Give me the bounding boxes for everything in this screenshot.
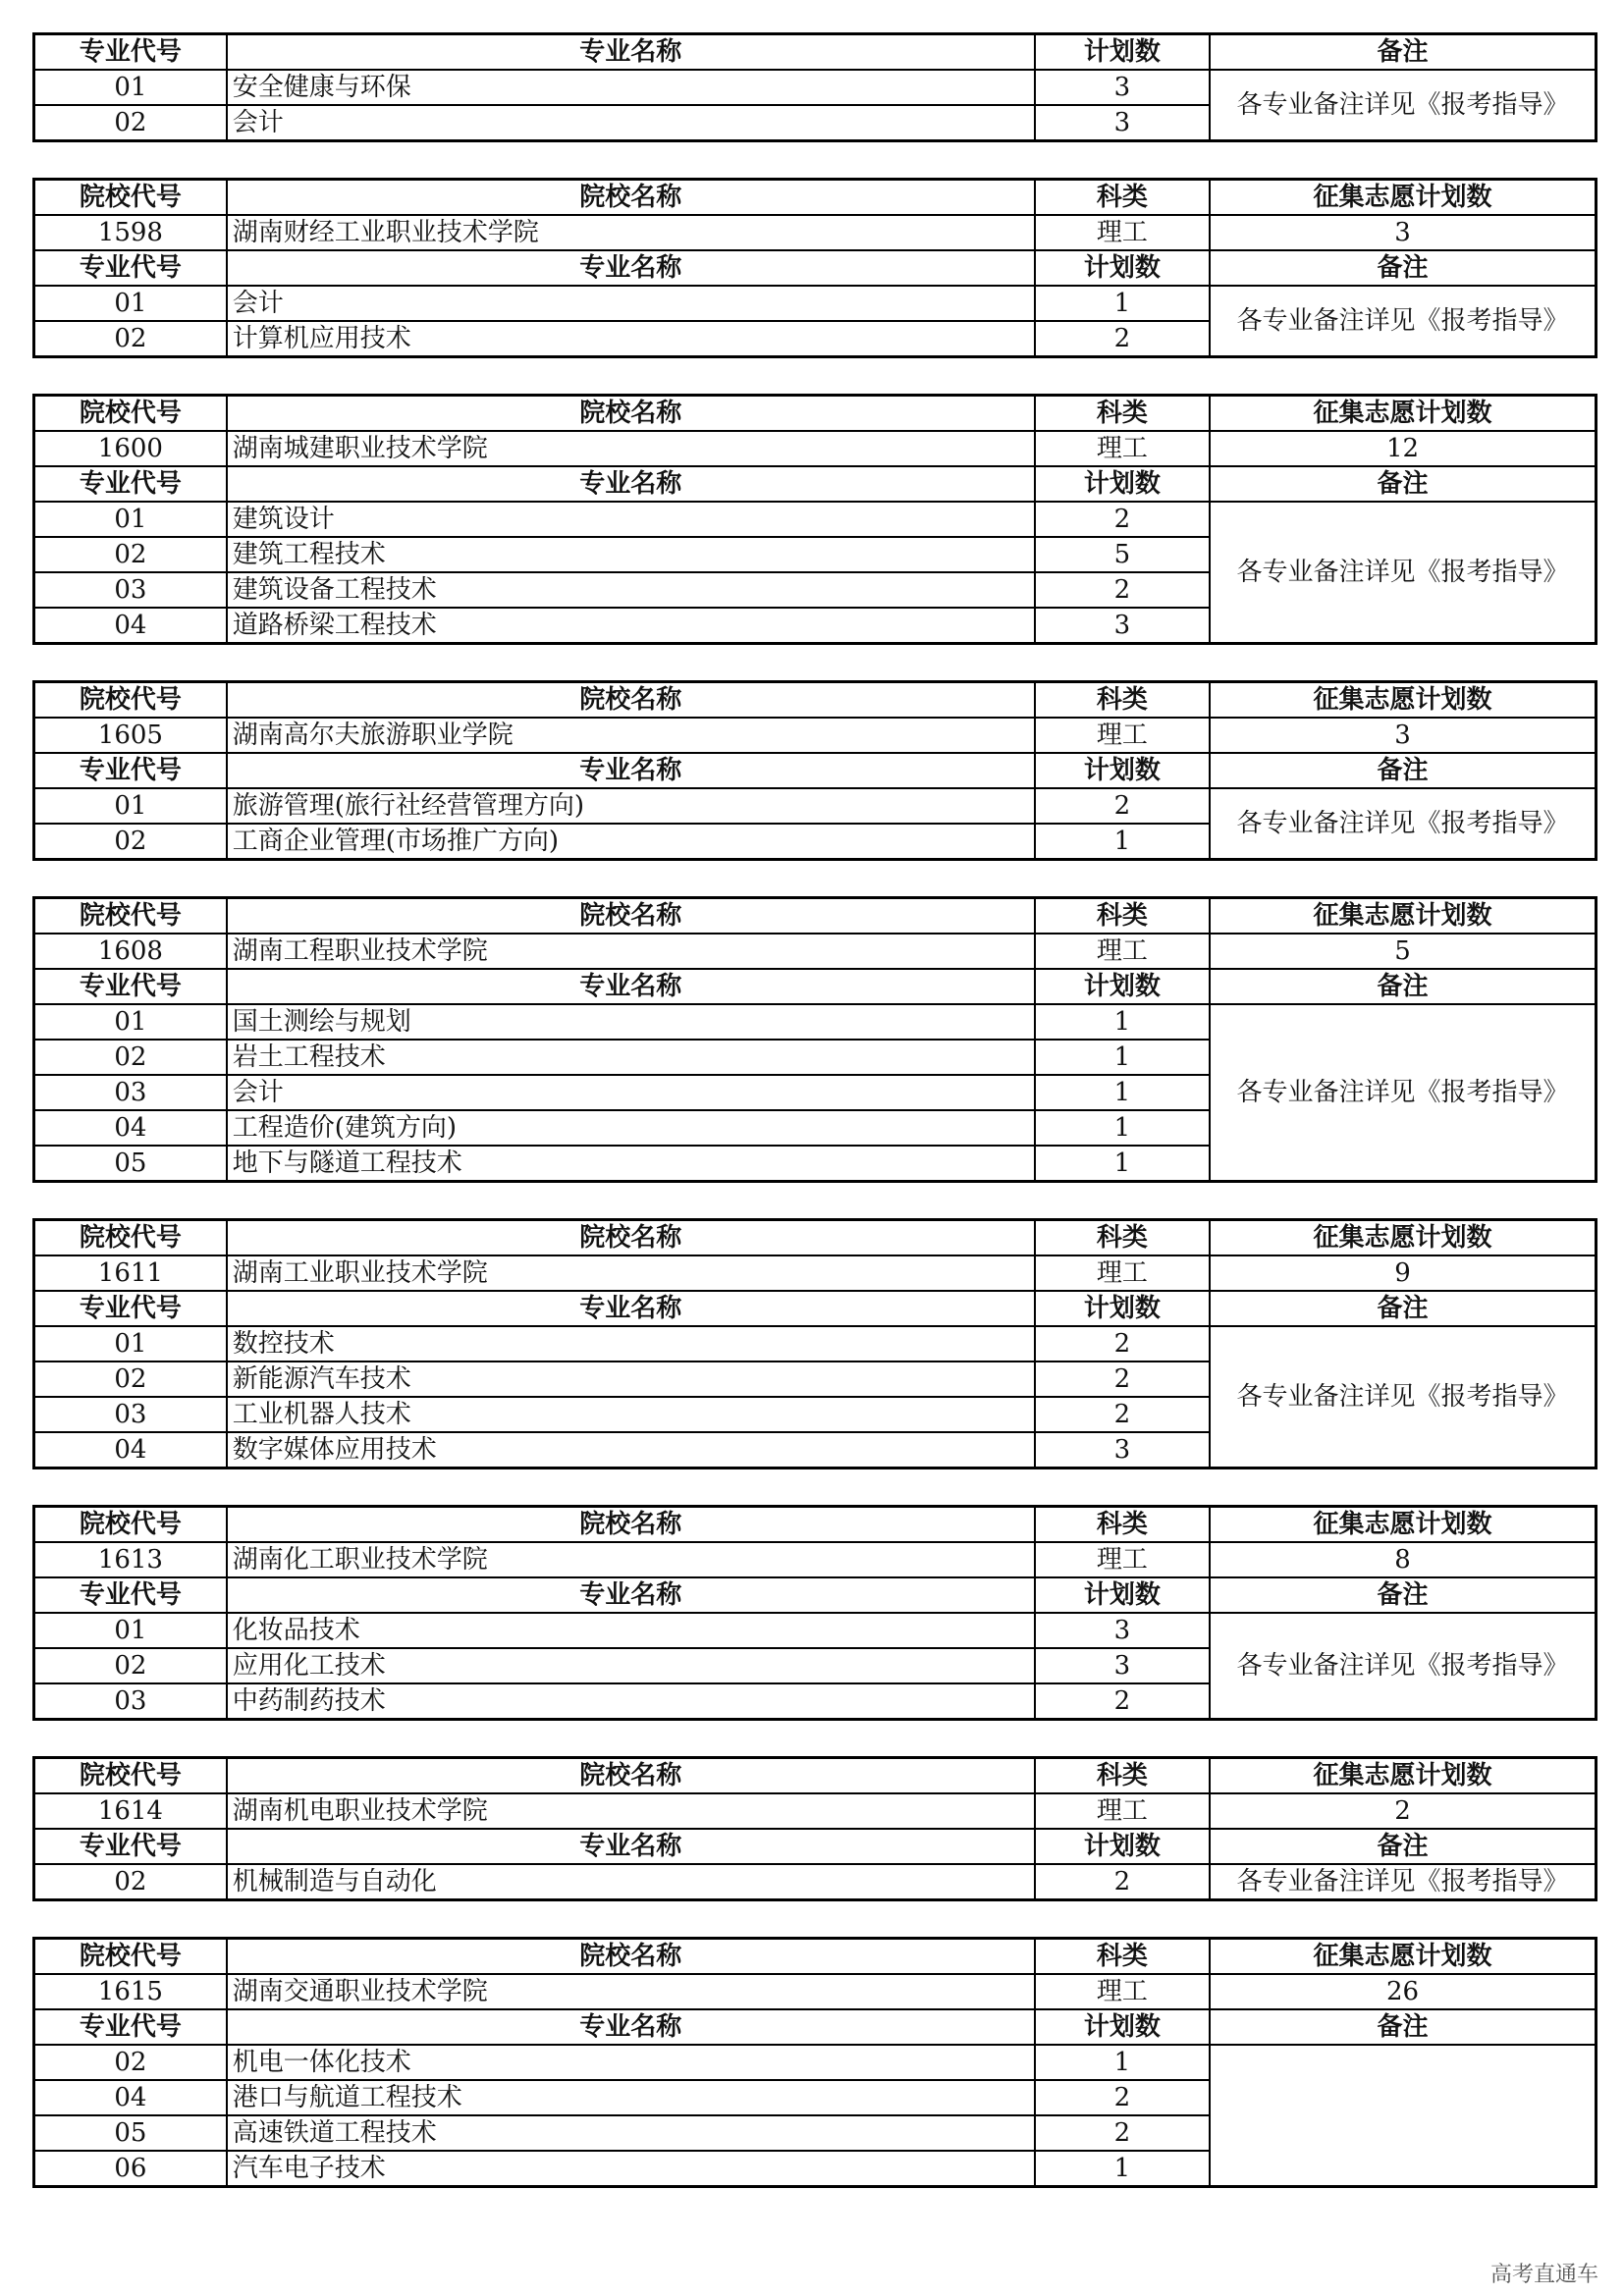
major-code-header: 专业代号 xyxy=(34,1577,227,1613)
major-code-header: 专业代号 xyxy=(34,969,227,1004)
major-row xyxy=(34,2045,1597,2080)
recruit-plan-header: 征集志愿计划数 xyxy=(1210,1758,1597,1794)
major-plan: 2 xyxy=(1035,1864,1210,1900)
major-header-row xyxy=(34,2009,1597,2045)
block-gap xyxy=(32,1901,1597,1937)
major-header-row xyxy=(34,466,1597,502)
major-row xyxy=(34,1613,1597,1648)
category-header: 科类 xyxy=(1035,898,1210,934)
major-plan: 2 xyxy=(1035,1326,1210,1362)
remark-cell: 各专业备注详见《报考指导》 xyxy=(1210,788,1597,860)
recruit-plan-header: 征集志愿计划数 xyxy=(1210,1939,1597,1975)
school-name-header: 院校名称 xyxy=(227,1939,1035,1975)
major-code: 04 xyxy=(34,608,227,644)
remark-header: 备注 xyxy=(1210,34,1597,71)
school-plan: 3 xyxy=(1210,215,1597,250)
recruit-plan-header: 征集志愿计划数 xyxy=(1210,1507,1597,1543)
school-header-row xyxy=(34,396,1597,432)
recruit-plan-header: 征集志愿计划数 xyxy=(1210,396,1597,432)
major-header-row xyxy=(34,34,1597,71)
major-name: 旅游管理(旅行社经营管理方向) xyxy=(227,788,1035,824)
major-row xyxy=(34,70,1597,105)
school-name-header: 院校名称 xyxy=(227,682,1035,719)
major-name-header: 专业名称 xyxy=(227,1291,1035,1326)
major-plan: 1 xyxy=(1035,2151,1210,2187)
school-code: 1605 xyxy=(34,718,227,753)
major-row xyxy=(34,788,1597,824)
school-block xyxy=(32,1218,1597,1469)
school-block xyxy=(32,178,1597,358)
remark-header: 备注 xyxy=(1210,466,1597,502)
major-name: 汽车电子技术 xyxy=(227,2151,1035,2187)
major-name: 计算机应用技术 xyxy=(227,321,1035,357)
school-code: 1598 xyxy=(34,215,227,250)
recruit-plan-header: 征集志愿计划数 xyxy=(1210,1220,1597,1256)
major-name-header: 专业名称 xyxy=(227,2009,1035,2045)
major-row xyxy=(34,1864,1597,1900)
category-header: 科类 xyxy=(1035,396,1210,432)
remark-cell: 各专业备注详见《报考指导》 xyxy=(1210,1004,1597,1182)
major-name: 建筑设计 xyxy=(227,502,1035,537)
major-code: 04 xyxy=(34,1432,227,1468)
major-plan: 1 xyxy=(1035,1004,1210,1040)
major-code: 01 xyxy=(34,70,227,105)
major-code: 02 xyxy=(34,321,227,357)
major-name: 高速铁道工程技术 xyxy=(227,2115,1035,2151)
major-name: 岩土工程技术 xyxy=(227,1040,1035,1075)
remark-cell: 各专业备注详见《报考指导》 xyxy=(1210,70,1597,141)
major-code: 01 xyxy=(34,788,227,824)
plan-count-header: 计划数 xyxy=(1035,466,1210,502)
school-plan: 12 xyxy=(1210,431,1597,466)
school-name: 湖南高尔夫旅游职业学院 xyxy=(227,718,1035,753)
major-code-header: 专业代号 xyxy=(34,1829,227,1864)
school-info-row xyxy=(34,431,1597,466)
remark-header: 备注 xyxy=(1210,1291,1597,1326)
major-name: 应用化工技术 xyxy=(227,1648,1035,1683)
school-name: 湖南财经工业职业技术学院 xyxy=(227,215,1035,250)
school-code-header: 院校代号 xyxy=(34,1939,227,1975)
major-name: 建筑工程技术 xyxy=(227,537,1035,572)
category-header: 科类 xyxy=(1035,682,1210,719)
major-name: 会计 xyxy=(227,105,1035,141)
remark-header: 备注 xyxy=(1210,753,1597,788)
major-code: 03 xyxy=(34,1683,227,1720)
school-category: 理工 xyxy=(1035,934,1210,969)
major-name: 会计 xyxy=(227,1075,1035,1110)
major-row xyxy=(34,502,1597,537)
major-name-header: 专业名称 xyxy=(227,1829,1035,1864)
school-name: 湖南城建职业技术学院 xyxy=(227,431,1035,466)
remark-header: 备注 xyxy=(1210,1829,1597,1864)
school-plan: 5 xyxy=(1210,934,1597,969)
major-plan: 3 xyxy=(1035,1613,1210,1648)
school-info-row xyxy=(34,215,1597,250)
major-name: 港口与航道工程技术 xyxy=(227,2080,1035,2115)
major-code: 02 xyxy=(34,1864,227,1900)
block-gap xyxy=(32,861,1597,896)
school-block xyxy=(32,1756,1597,1901)
major-code: 01 xyxy=(34,1004,227,1040)
plan-count-header: 计划数 xyxy=(1035,34,1210,71)
major-name: 机械制造与自动化 xyxy=(227,1864,1035,1900)
school-block xyxy=(32,1937,1597,2188)
school-header-row xyxy=(34,1220,1597,1256)
major-plan: 2 xyxy=(1035,572,1210,608)
school-name: 湖南交通职业技术学院 xyxy=(227,1974,1035,2009)
major-name-header: 专业名称 xyxy=(227,250,1035,286)
major-name-header: 专业名称 xyxy=(227,34,1035,71)
major-name-header: 专业名称 xyxy=(227,969,1035,1004)
school-plan: 26 xyxy=(1210,1974,1597,2009)
school-category: 理工 xyxy=(1035,718,1210,753)
school-plan: 8 xyxy=(1210,1542,1597,1577)
major-code: 02 xyxy=(34,1648,227,1683)
recruit-plan-header: 征集志愿计划数 xyxy=(1210,898,1597,934)
major-code: 03 xyxy=(34,1075,227,1110)
block-gap xyxy=(32,1721,1597,1756)
major-name: 工商企业管理(市场推广方向) xyxy=(227,824,1035,860)
block-gap xyxy=(32,645,1597,680)
major-plan: 1 xyxy=(1035,1040,1210,1075)
major-name: 建筑设备工程技术 xyxy=(227,572,1035,608)
school-info-row xyxy=(34,934,1597,969)
plan-count-header: 计划数 xyxy=(1035,1291,1210,1326)
school-code: 1615 xyxy=(34,1974,227,2009)
major-name: 数字媒体应用技术 xyxy=(227,1432,1035,1468)
major-name: 机电一体化技术 xyxy=(227,2045,1035,2080)
school-plan: 3 xyxy=(1210,718,1597,753)
major-plan: 3 xyxy=(1035,1432,1210,1468)
school-block xyxy=(32,1505,1597,1721)
school-code-header: 院校代号 xyxy=(34,898,227,934)
major-code: 06 xyxy=(34,2151,227,2187)
school-name-header: 院校名称 xyxy=(227,1507,1035,1543)
major-code: 03 xyxy=(34,572,227,608)
major-code-header: 专业代号 xyxy=(34,2009,227,2045)
plan-count-header: 计划数 xyxy=(1035,753,1210,788)
school-code: 1608 xyxy=(34,934,227,969)
school-info-row xyxy=(34,1542,1597,1577)
school-name-header: 院校名称 xyxy=(227,1220,1035,1256)
major-name: 工程造价(建筑方向) xyxy=(227,1110,1035,1146)
plan-count-header: 计划数 xyxy=(1035,969,1210,1004)
school-block xyxy=(32,896,1597,1183)
remark-header: 备注 xyxy=(1210,2009,1597,2045)
major-plan: 1 xyxy=(1035,2045,1210,2080)
major-code: 02 xyxy=(34,824,227,860)
major-header-row xyxy=(34,1291,1597,1326)
major-name: 安全健康与环保 xyxy=(227,70,1035,105)
major-plan: 1 xyxy=(1035,824,1210,860)
major-plan: 3 xyxy=(1035,105,1210,141)
category-header: 科类 xyxy=(1035,1507,1210,1543)
major-code-header: 专业代号 xyxy=(34,466,227,502)
major-row xyxy=(34,1326,1597,1362)
category-header: 科类 xyxy=(1035,1220,1210,1256)
major-plan: 2 xyxy=(1035,1397,1210,1432)
school-block xyxy=(32,32,1597,142)
school-name-header: 院校名称 xyxy=(227,396,1035,432)
school-header-row xyxy=(34,180,1597,216)
major-plan: 2 xyxy=(1035,1683,1210,1720)
school-code: 1611 xyxy=(34,1255,227,1291)
major-plan: 3 xyxy=(1035,608,1210,644)
major-code: 02 xyxy=(34,1362,227,1397)
major-code: 02 xyxy=(34,537,227,572)
major-header-row xyxy=(34,1829,1597,1864)
major-code-header: 专业代号 xyxy=(34,753,227,788)
school-name-header: 院校名称 xyxy=(227,898,1035,934)
plan-count-header: 计划数 xyxy=(1035,250,1210,286)
major-code: 01 xyxy=(34,502,227,537)
remark-cell: 各专业备注详见《报考指导》 xyxy=(1210,1864,1597,1900)
major-plan: 2 xyxy=(1035,1362,1210,1397)
major-code-header: 专业代号 xyxy=(34,34,227,71)
school-category: 理工 xyxy=(1035,1793,1210,1829)
school-code-header: 院校代号 xyxy=(34,1220,227,1256)
remark-header: 备注 xyxy=(1210,250,1597,286)
major-header-row xyxy=(34,1577,1597,1613)
plan-count-header: 计划数 xyxy=(1035,1829,1210,1864)
major-plan: 2 xyxy=(1035,502,1210,537)
school-header-row xyxy=(34,1758,1597,1794)
school-plan: 9 xyxy=(1210,1255,1597,1291)
major-code-header: 专业代号 xyxy=(34,1291,227,1326)
category-header: 科类 xyxy=(1035,180,1210,216)
school-header-row xyxy=(34,1507,1597,1543)
school-code-header: 院校代号 xyxy=(34,396,227,432)
plan-count-header: 计划数 xyxy=(1035,2009,1210,2045)
major-code: 02 xyxy=(34,2045,227,2080)
major-plan: 1 xyxy=(1035,286,1210,321)
school-category: 理工 xyxy=(1035,1542,1210,1577)
school-info-row xyxy=(34,1255,1597,1291)
major-code: 04 xyxy=(34,2080,227,2115)
major-name: 工业机器人技术 xyxy=(227,1397,1035,1432)
school-header-row xyxy=(34,1939,1597,1975)
school-header-row xyxy=(34,898,1597,934)
major-name: 新能源汽车技术 xyxy=(227,1362,1035,1397)
major-code: 05 xyxy=(34,1146,227,1182)
remark-cell: 各专业备注详见《报考指导》 xyxy=(1210,1613,1597,1720)
major-plan: 2 xyxy=(1035,2115,1210,2151)
major-name: 国土测绘与规划 xyxy=(227,1004,1035,1040)
major-header-row xyxy=(34,969,1597,1004)
watermark: 高考直通车 xyxy=(1489,2263,1598,2287)
major-name: 地下与隧道工程技术 xyxy=(227,1146,1035,1182)
block-gap xyxy=(32,1183,1597,1218)
school-category: 理工 xyxy=(1035,431,1210,466)
school-code-header: 院校代号 xyxy=(34,1507,227,1543)
major-plan: 3 xyxy=(1035,70,1210,105)
school-plan: 2 xyxy=(1210,1793,1597,1829)
remark-header: 备注 xyxy=(1210,969,1597,1004)
major-plan: 2 xyxy=(1035,788,1210,824)
major-plan: 1 xyxy=(1035,1146,1210,1182)
document-page xyxy=(32,32,1597,2188)
school-code-header: 院校代号 xyxy=(34,1758,227,1794)
school-code: 1600 xyxy=(34,431,227,466)
major-name: 化妆品技术 xyxy=(227,1613,1035,1648)
major-name: 会计 xyxy=(227,286,1035,321)
major-code: 02 xyxy=(34,105,227,141)
major-code: 02 xyxy=(34,1040,227,1075)
major-plan: 2 xyxy=(1035,2080,1210,2115)
major-name: 道路桥梁工程技术 xyxy=(227,608,1035,644)
major-code: 04 xyxy=(34,1110,227,1146)
school-name-header: 院校名称 xyxy=(227,180,1035,216)
category-header: 科类 xyxy=(1035,1939,1210,1975)
school-name: 湖南工程职业技术学院 xyxy=(227,934,1035,969)
school-block xyxy=(32,394,1597,645)
school-category: 理工 xyxy=(1035,215,1210,250)
major-plan: 1 xyxy=(1035,1110,1210,1146)
major-row xyxy=(34,286,1597,321)
major-code: 03 xyxy=(34,1397,227,1432)
block-gap xyxy=(32,1469,1597,1505)
remark-header: 备注 xyxy=(1210,1577,1597,1613)
school-code-header: 院校代号 xyxy=(34,180,227,216)
remark-cell: 各专业备注详见《报考指导》 xyxy=(1210,502,1597,644)
school-category: 理工 xyxy=(1035,1255,1210,1291)
major-code: 01 xyxy=(34,286,227,321)
school-code: 1613 xyxy=(34,1542,227,1577)
major-name-header: 专业名称 xyxy=(227,466,1035,502)
remark-cell: 各专业备注详见《报考指导》 xyxy=(1210,1326,1597,1468)
major-code: 05 xyxy=(34,2115,227,2151)
school-code-header: 院校代号 xyxy=(34,682,227,719)
plan-count-header: 计划数 xyxy=(1035,1577,1210,1613)
major-name-header: 专业名称 xyxy=(227,1577,1035,1613)
school-info-row xyxy=(34,718,1597,753)
major-plan: 2 xyxy=(1035,321,1210,357)
major-name: 中药制药技术 xyxy=(227,1683,1035,1720)
major-row xyxy=(34,1004,1597,1040)
major-name-header: 专业名称 xyxy=(227,753,1035,788)
school-info-row xyxy=(34,1793,1597,1829)
major-plan: 1 xyxy=(1035,1075,1210,1110)
major-plan: 5 xyxy=(1035,537,1210,572)
remark-cell xyxy=(1210,2045,1597,2187)
major-header-row xyxy=(34,753,1597,788)
school-info-row xyxy=(34,1974,1597,2009)
school-code: 1614 xyxy=(34,1793,227,1829)
major-header-row xyxy=(34,250,1597,286)
block-gap xyxy=(32,358,1597,394)
block-gap xyxy=(32,142,1597,178)
major-code: 01 xyxy=(34,1613,227,1648)
school-block xyxy=(32,680,1597,861)
major-code: 01 xyxy=(34,1326,227,1362)
school-name-header: 院校名称 xyxy=(227,1758,1035,1794)
remark-cell: 各专业备注详见《报考指导》 xyxy=(1210,286,1597,357)
school-name: 湖南工业职业技术学院 xyxy=(227,1255,1035,1291)
school-category: 理工 xyxy=(1035,1974,1210,2009)
major-plan: 3 xyxy=(1035,1648,1210,1683)
school-header-row xyxy=(34,682,1597,719)
major-name: 数控技术 xyxy=(227,1326,1035,1362)
school-name: 湖南机电职业技术学院 xyxy=(227,1793,1035,1829)
category-header: 科类 xyxy=(1035,1758,1210,1794)
major-code-header: 专业代号 xyxy=(34,250,227,286)
recruit-plan-header: 征集志愿计划数 xyxy=(1210,682,1597,719)
school-name: 湖南化工职业技术学院 xyxy=(227,1542,1035,1577)
recruit-plan-header: 征集志愿计划数 xyxy=(1210,180,1597,216)
